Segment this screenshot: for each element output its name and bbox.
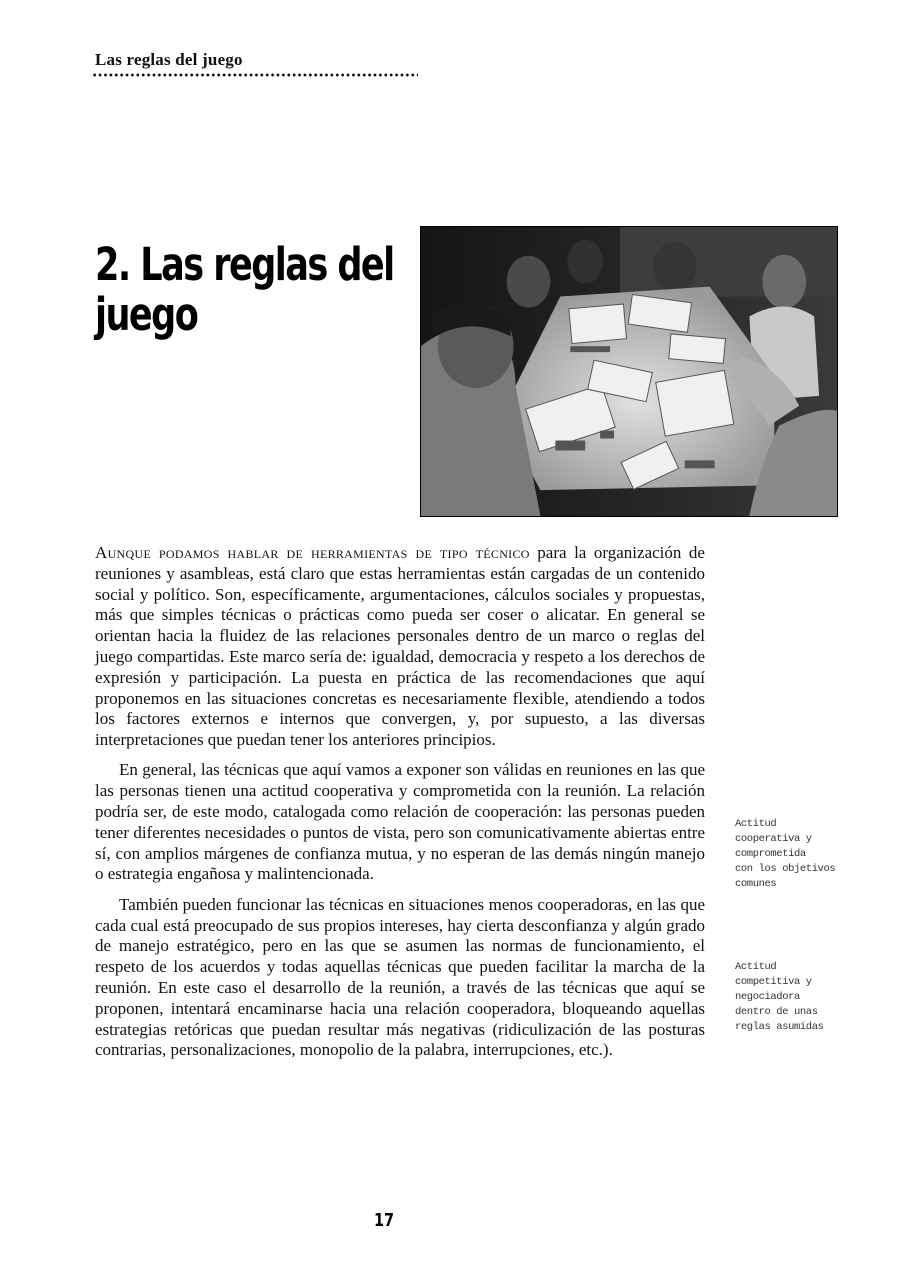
chapter-title: 2. Las reglas del juego: [95, 238, 394, 341]
paragraph-2: En general, las técnicas que aquí vamos a exponer son válidas en reuniones en las que las personas tienen una actitud cooperativa y comprometida con la reunión. La relación podría ser, de este modo, catalogada como relación de cooperación: las personas pueden tener diferentes necesidades o puntos de vista, pero son comunicativamente abiertas entre sí, con amplios márgenes de confianza mutua, y no esperan de las demás ningún manejo o estrategia engañosa y malintencionada.: [95, 760, 705, 884]
margin-note-cooperative: [735, 817, 845, 892]
running-header-title: Las reglas del juego: [95, 50, 243, 69]
margin-note-line: con los objetivos: [735, 863, 836, 875]
paragraph-1: [95, 543, 705, 751]
paragraph-lead-smallcaps: Aunque podamos hablar de herramientas de tipo técnico: [95, 543, 530, 562]
paragraph-3: También pueden funcionar las técnicas en situaciones menos cooperadoras, en las que cada cual está preocupado de sus propios intereses, hay cierta desconfianza y algún grado de manejo estratégico, pero en las que se asumen las normas de funcionamiento, el respeto de los acuerdos y todas aquellas técnicas que pueden facilitar la marcha de la reunión. En este caso el desarrollo de la reunión, a través de las técnicas que aquí se proponen, intentará encaminarse hacia una relación cooperadora, bloqueando aquellas estrategias retóricas que puedan resultar más negativas (ridiculización de las posturas contrarias, personalizaciones, monopolio de la palabra, interrupciones, etc.).: [95, 894, 705, 1060]
page-number: 17: [374, 1210, 395, 1231]
dotted-rule-divider: [92, 73, 418, 77]
photo-image: [421, 227, 837, 516]
body-text: [95, 543, 705, 1071]
margin-note-line: negociadora: [735, 991, 800, 1003]
margin-note-line: dentro de unas: [735, 1006, 818, 1018]
margin-note-line: Actitud: [735, 818, 777, 830]
margin-note-line: cooperativa y: [735, 833, 812, 845]
margin-note-line: comunes: [735, 878, 777, 890]
margin-note-competitive: [735, 960, 845, 1035]
margin-note-line: competitiva y: [735, 976, 812, 988]
margin-note-line: comprometida: [735, 848, 806, 860]
margin-note-line: reglas asumidas: [735, 1021, 824, 1033]
paragraph-1-text: para la organización de reuniones y asambleas, está claro que estas herramientas están cargadas de un contenido social y político. Son, específicamente, argumentaciones, cálculos sociales y propuestas, más que simples técnicas o prácticas como pueda ser coser o alicatar. En general se orientan hacia la fluidez de las relaciones personales dentro de un marco o reglas del juego compartidas. Este marco sería de: igualdad, democracia y respeto a los derechos de expresión y participación. La puesta en práctica de las recomendaciones que aquí proponemos en las situaciones concretas es necesariamente flexible, atendiendo a todos los factores externos e internos que convergen, y, por supuesto, a las diversas interpretaciones que puedan tener los anteriores principios.: [95, 543, 705, 750]
margin-note-line: Actitud: [735, 961, 777, 973]
meeting-photo: [420, 226, 838, 517]
